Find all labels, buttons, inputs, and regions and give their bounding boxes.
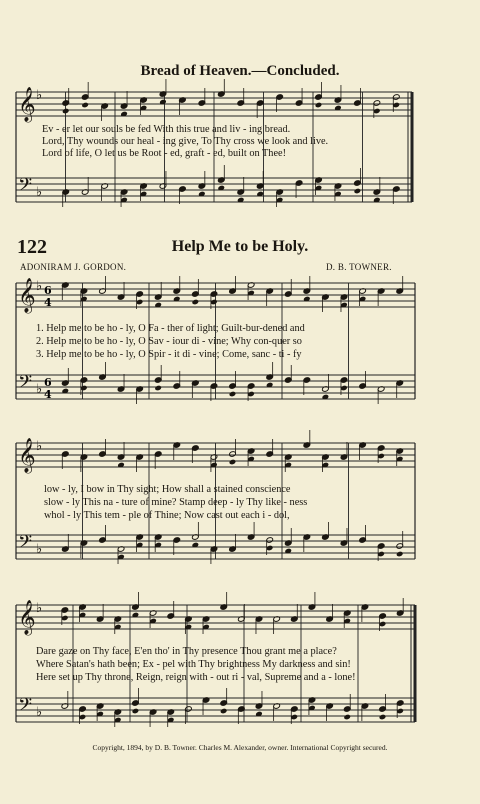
note-head: [343, 714, 351, 721]
flat-sign: ♭: [36, 439, 43, 454]
bass-clef-icon: 𝄢: [18, 532, 33, 557]
lyric-line: slow - ly This na - ture of mine? Stamp deep - ly Thy like - ness: [44, 497, 308, 508]
words-credit: ADONIRAM J. GORDON.: [20, 262, 127, 272]
hymn-title: Help Me to be Holy.: [171, 238, 309, 255]
bass-clef-icon: 𝄢: [18, 695, 33, 720]
treble-clef-icon: 𝄞: [18, 87, 36, 122]
lyric-line: Lord of life, O let us be Root - ed, graft - ed, built on Thee!: [42, 148, 287, 159]
note-head: [354, 188, 362, 195]
bass-clef-icon: 𝄢: [18, 372, 33, 397]
lyric-line: Here set up Thy throne, Reign, reign with - out ri - val, Supreme and a - lone!: [36, 672, 356, 683]
lyric-line: 1. Help me to be ho - ly, O Fa - ther of light; Guilt-bur-dened and: [36, 323, 305, 334]
lyric-line: whol - ly This tem - ple of Thine; Now cast out each i - dol,: [44, 510, 290, 521]
time-signature: 6: [44, 284, 52, 297]
flat-sign: ♭: [36, 185, 43, 200]
time-signature: 4: [44, 388, 52, 401]
lyric-line: low - ly, I bow in Thy sight; How shall a stained conscience: [44, 484, 291, 495]
lyric-line: 2. Help me to be ho - ly, O Sav - iour di - vine; Why con-quer so: [36, 336, 302, 347]
flat-sign: ♭: [36, 601, 43, 616]
lyric-line: Ev - er let our souls be fed With this true and liv - ing bread.: [42, 124, 291, 135]
flat-sign: ♭: [36, 705, 43, 720]
flat-sign: ♭: [36, 88, 43, 103]
note-head: [379, 714, 387, 721]
note-head: [154, 385, 162, 392]
note-head: [229, 459, 237, 466]
lyric-line: 3. Help me to be ho - ly, O Spir - it di - vine; Come, sanc - ti - fy: [36, 349, 302, 360]
bass-clef-icon: 𝄢: [18, 175, 33, 200]
flat-sign: ♭: [36, 382, 43, 397]
time-signature: 6: [44, 376, 52, 389]
lyric-line: Lord, Thy wounds our heal - ing give, To Thy cross we look and live.: [42, 136, 329, 147]
note-head: [220, 708, 228, 715]
copyright-notice: Copyright, 1894, by D. B. Towner. Charles M. Alexander, owner. International Copyright secured.: [92, 743, 388, 752]
lyric-line: Where Satan's hath been; Ex - pel with Thy brightness My darkness and sin!: [36, 659, 351, 670]
flat-sign: ♭: [36, 542, 43, 557]
note-head: [396, 551, 404, 558]
note-head: [132, 708, 140, 715]
music-credit: D. B. TOWNER.: [326, 262, 392, 272]
treble-clef-icon: 𝄞: [18, 278, 36, 313]
note-head: [62, 108, 70, 115]
hymn-number: 122: [17, 236, 47, 258]
continued-title: Bread of Heaven.—Concluded.: [140, 63, 340, 79]
note-head: [192, 299, 200, 306]
note-head: [81, 102, 89, 109]
note-head: [315, 102, 323, 109]
time-signature: 4: [44, 296, 52, 309]
treble-clef-icon: 𝄞: [18, 438, 36, 473]
treble-clef-icon: 𝄞: [18, 600, 36, 635]
lyric-line: Dare gaze on Thy face, E'en tho' in Thy presence Thou grant me a place?: [36, 646, 337, 657]
flat-sign: ♭: [36, 279, 43, 294]
note-head: [229, 391, 237, 398]
